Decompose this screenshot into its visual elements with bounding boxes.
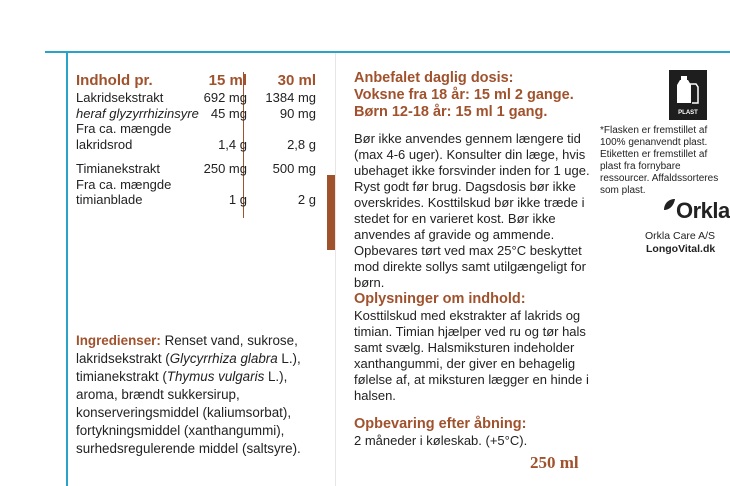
info-heading: Oplysninger om indhold:: [354, 291, 526, 307]
info-body: Kosttilskud med ekstrakter af lakrids og timian. Timian hjælper ved ru og tør hals samt svælg. Halsmiksturen indeholder xanthangummi, der giver en behagelig følelse af, at miksturen lægger en hinde i halsen.: [354, 308, 589, 403]
latin-name: Glycyrrhiza glabra: [169, 351, 278, 366]
dosage-children: Børn 12-18 år: 15 ml 1 gang.: [354, 104, 548, 120]
row-col1: 250 mg: [203, 161, 247, 176]
row-col1: 1 g: [228, 192, 247, 207]
row-label: timianblade: [76, 192, 143, 207]
column-divider: [335, 53, 336, 486]
dosage-adults: Voksne fra 18 år: 15 ml 2 gange.: [354, 87, 574, 103]
info-section: [354, 291, 598, 404]
row-col2: 500 mg: [272, 161, 316, 176]
row-col2: 90 mg: [279, 105, 316, 121]
orkla-logo: [662, 198, 730, 224]
ingredients-part: Renset vand, sukrose, lakridsekstrakt (: [76, 333, 298, 366]
row-label: Timianekstrakt: [76, 161, 161, 176]
table-row: [76, 106, 324, 122]
header-col1: 15 ml: [208, 72, 247, 89]
header-label: Indhold pr.: [76, 72, 153, 89]
brand-name: Orkla: [676, 198, 730, 223]
row-label: heraf glyzyrrhizinsyre: [76, 105, 199, 121]
dosage-body: Bør ikke anvendes gennem længere tid (max 4-6 uger). Konsulter din læge, hvis ubehaget ikke forsvinder inden for 1 uge. Ryst godt før brug. Dagsdosis bør ikke overskrides. Kosttilskud bør ikke træde i stedet for en varieret kost. Bør ikke anvendes af gravide og ammende. Opbevares tørt ved max 25°C beskyttet mod direkte sollys samt utilgængeligt for børn.: [354, 131, 590, 290]
row-col1: 1,4 g: [218, 136, 247, 152]
dosage-section: [354, 70, 598, 291]
ingredients-heading: Ingredienser:: [76, 333, 161, 348]
row-col1: 45 mg: [210, 105, 247, 121]
storage-heading: Opbevaring efter åbning:: [354, 416, 527, 432]
accent-bar: [327, 175, 335, 250]
latin-name: Thymus vulgaris: [166, 369, 265, 384]
table-row: [76, 121, 324, 137]
table-row: [76, 177, 324, 193]
table-header: [76, 72, 324, 90]
ingredients-text: [76, 332, 326, 458]
row-col1: 692 mg: [203, 90, 247, 105]
storage-section: [354, 416, 598, 449]
storage-body: 2 måneder i køleskab. (+5°C).: [354, 433, 528, 448]
table-row: [76, 137, 324, 153]
row-label: Fra ca. mængde: [76, 176, 172, 192]
dosage-heading: Anbefalet daglig dosis:: [354, 70, 514, 86]
row-label: Lakridsekstrakt: [76, 90, 164, 105]
table-row: [76, 90, 324, 106]
table-row: [76, 192, 324, 208]
row-col2: 2,8 g: [287, 136, 316, 152]
company-name: Orkla Care A/S: [645, 230, 716, 242]
ingredients-part: L.), timianekstrakt (: [76, 351, 301, 384]
ingredients-part: L.), aroma, brændt sukkersirup, konserveringsmiddel (kaliumsorbat), fortykningsmiddel (xanthangummi), surhedsregulerende middel (saltsyre).: [76, 369, 301, 456]
row-col2: 1384 mg: [265, 90, 316, 105]
nutrition-table: [76, 72, 324, 208]
header-col2: 30 ml: [277, 72, 316, 89]
plast-label: PLAST: [678, 110, 698, 116]
recycling-note: *Flasken er fremstillet af 100% genanvendt plast. Etiketten er fremstillet af plast fra fornybare ressourcer. Affaldssorteres som plast.: [600, 125, 719, 196]
row-label: lakridsrod: [76, 136, 133, 152]
row-label: Fra ca. mængde: [76, 121, 172, 136]
left-divider-line: [66, 53, 68, 486]
top-divider-line: [45, 51, 730, 53]
table-row: [76, 161, 324, 177]
website: LongoVital.dk: [646, 243, 716, 255]
volume-label: 250 ml: [530, 453, 579, 472]
row-col2: 2 g: [297, 192, 316, 207]
orkla-leaf-icon: [662, 198, 676, 212]
